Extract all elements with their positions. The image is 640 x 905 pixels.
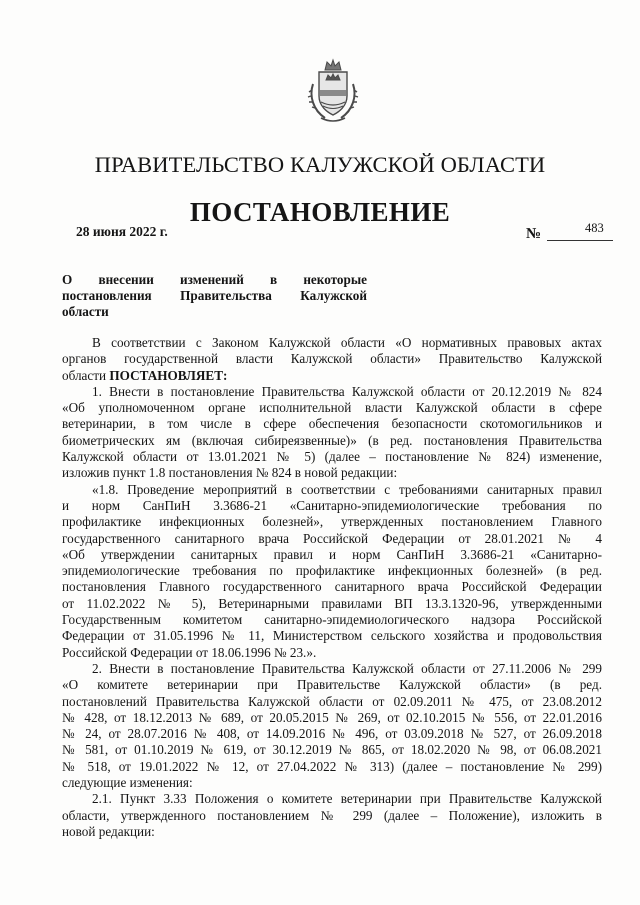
body-line: № 518, от 19.01.2022 № 12, от 27.04.2022 № 313) (далее – постановление № 299) bbox=[62, 758, 602, 774]
resolves-keyword: ПОСТАНОВЛЯЕТ: bbox=[109, 367, 228, 383]
document-number: 483 bbox=[585, 221, 604, 235]
body-line: № 24, от 28.07.2016 № 408, от 14.09.2016 № 496, от 03.09.2018 № 527, от 26.09.2018 bbox=[62, 726, 602, 742]
body-line: ветеринарии, в том числе в сфере обеспечения безопасности скотомогильников и bbox=[62, 416, 602, 432]
intro-prefix: области bbox=[62, 367, 107, 383]
body-line bbox=[62, 368, 602, 384]
coat-of-arms-icon bbox=[305, 58, 361, 122]
body-line: от 11.02.2022 № 5), Ветеринарными правилами ВП 13.3.1320-96, утвержденными bbox=[62, 595, 602, 611]
subject-line: постановления Правительства Калужской bbox=[62, 288, 367, 304]
body-line: «Об утверждении санитарных правил и норм СанПиН 3.3686-21 «Санитарно- bbox=[62, 546, 602, 562]
subject-line: О внесении изменений в некоторые bbox=[62, 272, 367, 287]
body-line: В соответствии с Законом Калужской области «О нормативных правовых актах bbox=[92, 335, 602, 350]
document-subject bbox=[62, 272, 367, 321]
body-line: № 581, от 01.10.2019 № 619, от 30.12.2019 № 865, от 18.02.2020 № 98, от 06.08.2021 bbox=[62, 742, 602, 758]
body-line: органов государственной власти Калужской области» Правительство Калужской bbox=[62, 351, 602, 367]
body-line: 1. Внести в постановление Правительства Калужской области от 20.12.2019 № 824 bbox=[92, 383, 602, 399]
body-line: эпидемиологические требования по профилактике инфекционных болезней» (в ред. bbox=[62, 563, 602, 579]
body-line: постановления Главного государственного санитарного врача Российской Федерации bbox=[62, 579, 602, 595]
body-line: постановлений Правительства Калужской области от 02.09.2011 № 475, от 23.08.2012 bbox=[62, 693, 602, 709]
number-underline bbox=[547, 240, 613, 241]
body-line: профилактике инфекционных болезней», утвержденных постановлением Главного bbox=[62, 514, 602, 530]
body-line: Российской Федерации от 18.06.1996 № 23.». bbox=[62, 644, 317, 660]
body-line: № 428, от 18.12.2013 № 689, от 20.05.2015 № 269, от 02.10.2015 № 556, от 22.01.2016 bbox=[62, 709, 602, 725]
body-line: Государственным комитетом санитарно-эпидемиологического надзора Российской bbox=[62, 612, 602, 628]
body-line: государственного санитарного врача Российской Федерации от 28.01.2021 № 4 bbox=[62, 530, 602, 546]
document-type-title: ПОСТАНОВЛЕНИЕ bbox=[189, 197, 451, 227]
government-title: ПРАВИТЕЛЬСТВО КАЛУЖСКОЙ ОБЛАСТИ bbox=[94, 152, 546, 177]
body-line: и норм СанПиН 3.3686-21 «Санитарно-эпидемиологические требования по bbox=[62, 497, 602, 513]
body-line: биометрических ям (включая сибиреязвенные)» (в ред. постановления Правительства bbox=[62, 432, 602, 448]
body-line: «О комитете ветеринарии при Правительстве Калужской области» (в ред. bbox=[62, 677, 602, 693]
document-date: 28 июня 2022 г. bbox=[76, 224, 168, 239]
subject-line: области bbox=[62, 304, 109, 320]
body-line: изложив пункт 1.8 постановления № 824 в новой редакции: bbox=[62, 465, 398, 481]
body-line: новой редакции: bbox=[62, 823, 155, 839]
document-body bbox=[62, 335, 602, 840]
body-line: следующие изменения: bbox=[62, 775, 193, 791]
body-line: Федерации от 31.05.1996 № 11, Министерством сельского хозяйства и продовольствия bbox=[62, 628, 602, 644]
body-line: Калужской области от 13.01.2021 № 5) (далее – постановление № 824) изменение, bbox=[62, 449, 602, 465]
body-line: «Об уполномоченном органе исполнительной власти Калужской области в сфере bbox=[62, 400, 602, 416]
body-line: области, утвержденного постановлением № 299 (далее – Положение), изложить в bbox=[62, 807, 602, 823]
number-label: № bbox=[526, 226, 542, 242]
body-line: 2. Внести в постановление Правительства Калужской области от 27.11.2006 № 299 bbox=[92, 660, 602, 676]
body-line: 2.1. Пункт 3.33 Положения о комитете ветеринарии при Правительстве Калужской bbox=[92, 791, 602, 807]
body-line: «1.8. Проведение мероприятий в соответствии с требованиями санитарных правил bbox=[92, 481, 602, 497]
